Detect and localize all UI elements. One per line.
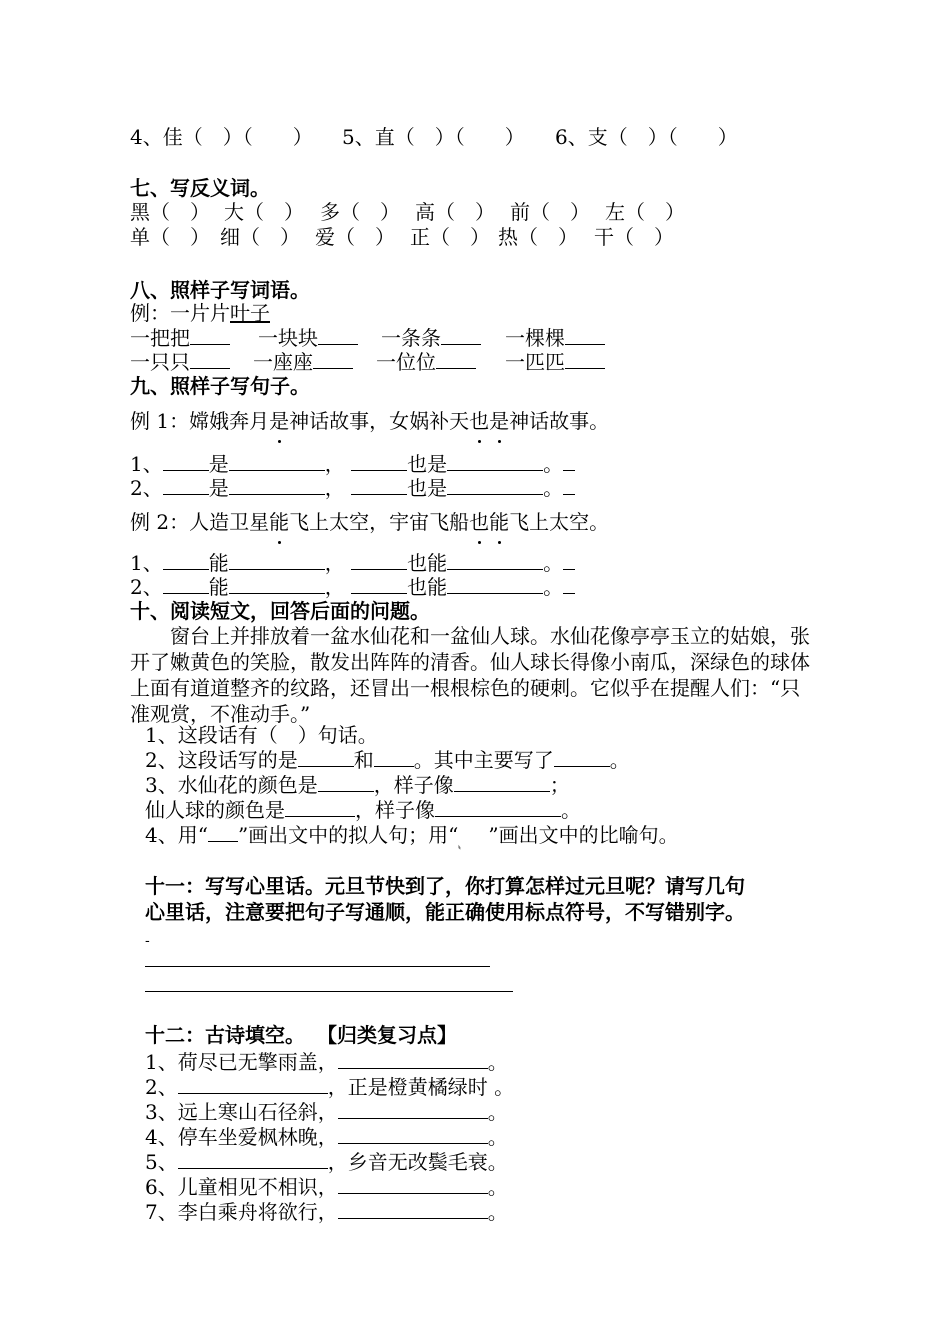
antonym-item: 单（ ） (130, 225, 210, 249)
word-blank-item: 一座座 (253, 348, 353, 375)
answer-blank[interactable] (338, 1123, 488, 1144)
antonym-item: 前（ ） (510, 200, 590, 224)
example-word: 叶子 (230, 301, 270, 325)
answer-blank[interactable] (178, 1073, 328, 1094)
word-blank-item: 一块块 (258, 324, 358, 351)
section-10-title: 十、阅读短文，回答后面的问题。 (130, 599, 430, 623)
section-12-title: 十二：古诗填空。 【归类复习点】 (145, 1023, 457, 1047)
word-row-4: 4、佳（ ）（ ） (130, 125, 313, 149)
word-row-6: 6、支（ ）（ ） (555, 125, 738, 149)
question-4: 4、用“ ”画出文中的拟人句；用“ ”画出文中的比喻句。 (145, 823, 679, 847)
answer-blank[interactable] (447, 474, 543, 495)
section-11-title-line1: 十一：写写心里话。元旦节快到了，你打算怎样过元旦呢？请写几句 (145, 874, 745, 898)
word-blank-item: 一把把 (130, 324, 230, 351)
section-9-title: 九、照样子写句子。 (130, 374, 310, 398)
word-blank-item: 一只只 (130, 348, 230, 375)
sentence-example-1: 例 1：嫦娥奔月是神话故事，女娲补天也是神话故事。 (130, 409, 610, 433)
answer-blank[interactable] (338, 1198, 488, 1219)
answer-blank[interactable] (436, 348, 476, 369)
answer-blank[interactable] (163, 573, 209, 594)
poem-line: 5、 ，乡音无改鬓毛衰。 (145, 1150, 508, 1174)
sentence-line: 2、 是 ， 也是 。 (130, 474, 575, 501)
antonym-item: 干（ ） (594, 225, 674, 249)
section-8-title: 八、照样子写词语。 (130, 278, 310, 302)
antonym-item: 热（ ） (498, 225, 578, 249)
word-blank-item: 一位位 (376, 348, 476, 375)
antonym-item: 黑（ ） (130, 200, 210, 224)
reading-passage: 窗台上并排放着一盆水仙花和一盆仙人球。水仙花像亭亭玉立的姑娘，张开了嫩黄色的笑脸，散发出阵阵的清香。仙人球长得像小南瓜，深绿色的球体上面有道道整齐的纹路，还冒出一根根棕色的硬刺。它似乎在提醒人们：“只准观赏，不准动手。” (130, 624, 810, 726)
sentence-line: 2、 能 ， 也能 。 (130, 573, 575, 600)
answer-blank[interactable] (435, 796, 561, 817)
answer-blank[interactable] (565, 348, 605, 369)
antonym-item: 正（ ） (410, 225, 490, 249)
sentence-example-2: 例 2：人造卫星能飞上太空，宇宙飞船也能飞上太空。 (130, 510, 610, 534)
poem-line: 3、远上寒山石径斜， 。 (145, 1100, 508, 1124)
answer-blank[interactable] (190, 324, 230, 345)
answer-blank[interactable] (229, 573, 325, 594)
answer-blank[interactable] (447, 450, 543, 471)
sentence-line: 1、 是 ， 也是 。 (130, 450, 575, 477)
answer-blank[interactable] (229, 549, 325, 570)
word-blank-item: 一匹匹 (505, 348, 605, 375)
answer-blank[interactable] (338, 1048, 488, 1069)
antonym-item: 大（ ） (224, 200, 304, 224)
answer-blank[interactable] (163, 549, 209, 570)
section-12-tag: 【归类复习点】 (327, 1023, 457, 1047)
example-prefix: 例：一片片 (130, 301, 230, 325)
writing-line[interactable] (145, 966, 490, 967)
question-3: 3、水仙花的颜色是 ，样子像 ； (145, 773, 570, 797)
question-1: 1、这段话有（ ）句话。 (145, 723, 378, 747)
antonym-item: 多（ ） (320, 200, 400, 224)
answer-blank[interactable] (565, 324, 605, 345)
answer-blank[interactable] (229, 450, 325, 471)
answer-blank[interactable] (163, 474, 209, 495)
answer-blank[interactable] (447, 549, 543, 570)
section-11-title-line2: 心里话，注意要把句子写通顺，能正确使用标点符号，不写错别字。 (145, 900, 745, 924)
poem-line: 4、停车坐爱枫林晚， 。 (145, 1125, 508, 1149)
answer-blank[interactable] (447, 573, 543, 594)
answer-blank[interactable] (338, 1098, 488, 1119)
answer-blank[interactable] (454, 771, 550, 792)
answer-blank[interactable] (163, 450, 209, 471)
antonym-item: 细（ ） (220, 225, 300, 249)
question-2: 2、这段话写的是 和 。其中主要写了 。 (145, 748, 630, 772)
answer-blank[interactable] (351, 474, 407, 495)
word-blank-item: 一条条 (381, 324, 481, 351)
answer-blank[interactable] (351, 549, 407, 570)
answer-blank[interactable] (441, 324, 481, 345)
sentence-line: 1、 能 ， 也能 。 (130, 549, 575, 576)
antonym-item: 左（ ） (605, 200, 685, 224)
poem-line: 6、儿童相见不相识， 。 (145, 1175, 508, 1199)
poem-line: 7、李白乘舟将欲行， 。 (145, 1200, 508, 1224)
poem-line: 1、荷尽已无擎雨盖， 。 (145, 1050, 508, 1074)
answer-blank[interactable] (318, 324, 358, 345)
answer-blank[interactable] (318, 771, 374, 792)
answer-blank[interactable] (351, 573, 407, 594)
answer-blank[interactable] (554, 746, 610, 767)
word-row-5: 5、直（ ）（ ） (342, 125, 525, 149)
answer-blank[interactable] (229, 474, 325, 495)
answer-blank[interactable] (285, 796, 355, 817)
answer-blank[interactable] (190, 348, 230, 369)
question-3b: 仙人球的颜色是 ，样子像 。 (145, 798, 581, 822)
antonym-item: 爱（ ） (315, 225, 395, 249)
section-7-title: 七、写反义词。 (130, 176, 270, 200)
answer-blank[interactable] (338, 1173, 488, 1194)
dash-mark: - (145, 933, 150, 949)
poem-line: 2、 ，正是橙黄橘绿时 。 (145, 1075, 515, 1099)
answer-blank[interactable] (313, 348, 353, 369)
antonym-item: 高（ ） (415, 200, 495, 224)
answer-blank[interactable] (351, 450, 407, 471)
word-blank-item: 一棵棵 (505, 324, 605, 351)
answer-blank[interactable] (374, 746, 414, 767)
writing-line[interactable] (145, 991, 513, 992)
answer-blank[interactable] (178, 1148, 328, 1169)
answer-blank[interactable] (298, 746, 354, 767)
section-8-example (130, 300, 270, 326)
